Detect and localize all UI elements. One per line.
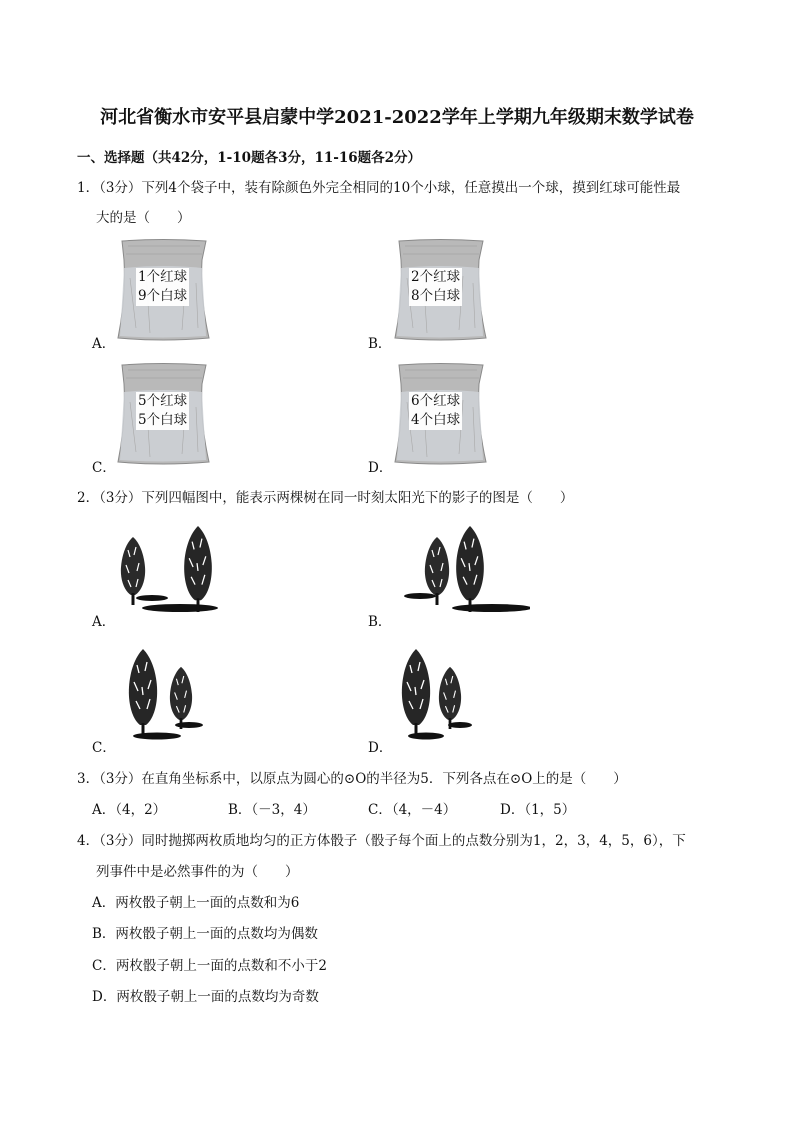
bag-white-count-a: 9个白球 <box>138 288 188 304</box>
q1-stem-line1: 1．（3分）下列4个袋子中，装有除颜色外完全相同的10个小球，任意摸出一个球，摸到红球可能性最 <box>77 180 681 196</box>
q4-option-a[interactable]: A．两枚骰子朝上一面的点数和为6 <box>92 895 300 911</box>
q1-option-d[interactable]: D． <box>368 460 393 476</box>
trees-image-d <box>388 645 538 740</box>
trees-image-a <box>110 520 260 615</box>
q1-stem-line2: 大的是（ ） <box>96 210 191 226</box>
bag-red-count-d: 6个红球 <box>411 393 461 409</box>
bag-label-d <box>409 392 462 430</box>
q2-option-b[interactable]: B． <box>368 614 392 630</box>
trees-image-b <box>380 520 530 615</box>
bag-label-c <box>136 392 189 430</box>
q4-option-d[interactable]: D．两枚骰子朝上一面的点数均为奇数 <box>92 989 319 1005</box>
exam-title: 河北省衡水市安平县启蒙中学2021-2022学年上学期九年级期末数学试卷 <box>100 107 694 128</box>
q2-stem: 2．（3分）下列四幅图中，能表示两棵树在同一时刻太阳光下的影子的图是（ ） <box>77 490 574 506</box>
q1-option-a[interactable]: A． <box>92 336 116 352</box>
q1-option-c[interactable]: C． <box>92 460 116 476</box>
q4-option-c[interactable]: C．两枚骰子朝上一面的点数和不小于2 <box>92 958 327 974</box>
q3-option-d[interactable]: D．（1，5） <box>500 802 576 818</box>
q4-stem-line1: 4．（3分）同时抛掷两枚质地均匀的正方体骰子（骰子每个面上的点数分别为1，2，3，4，5，6），下 <box>77 833 686 849</box>
q3-stem: 3．（3分）在直角坐标系中，以原点为圆心的⊙O的半径为5．下列各点在⊙O上的是（ ） <box>77 771 627 787</box>
trees-image-c <box>115 645 265 740</box>
q2-option-d[interactable]: D． <box>368 740 393 756</box>
bag-red-count-c: 5个红球 <box>138 393 188 409</box>
bag-white-count-d: 4个白球 <box>411 412 461 428</box>
section-heading: 一、选择题（共42分，1-10题各3分，11-16题各2分） <box>77 150 422 166</box>
q2-option-a[interactable]: A． <box>92 614 116 630</box>
q4-option-b[interactable]: B．两枚骰子朝上一面的点数均为偶数 <box>92 926 318 942</box>
q3-option-b[interactable]: B．（－3，4） <box>228 802 316 818</box>
bag-label-b <box>409 268 462 306</box>
q3-option-c[interactable]: C．（4，－4） <box>368 802 457 818</box>
q2-option-c[interactable]: C． <box>92 740 116 756</box>
q3-option-a[interactable]: A．（4，2） <box>92 802 167 818</box>
bag-label-a <box>136 268 189 306</box>
bag-white-count-c: 5个白球 <box>138 412 188 428</box>
bag-white-count-b: 8个白球 <box>411 288 461 304</box>
q4-stem-line2: 列事件中是必然事件的为（ ） <box>96 864 299 880</box>
bag-red-count-b: 2个红球 <box>411 269 461 285</box>
bag-red-count-a: 1个红球 <box>138 269 188 285</box>
q1-option-b[interactable]: B． <box>368 336 392 352</box>
